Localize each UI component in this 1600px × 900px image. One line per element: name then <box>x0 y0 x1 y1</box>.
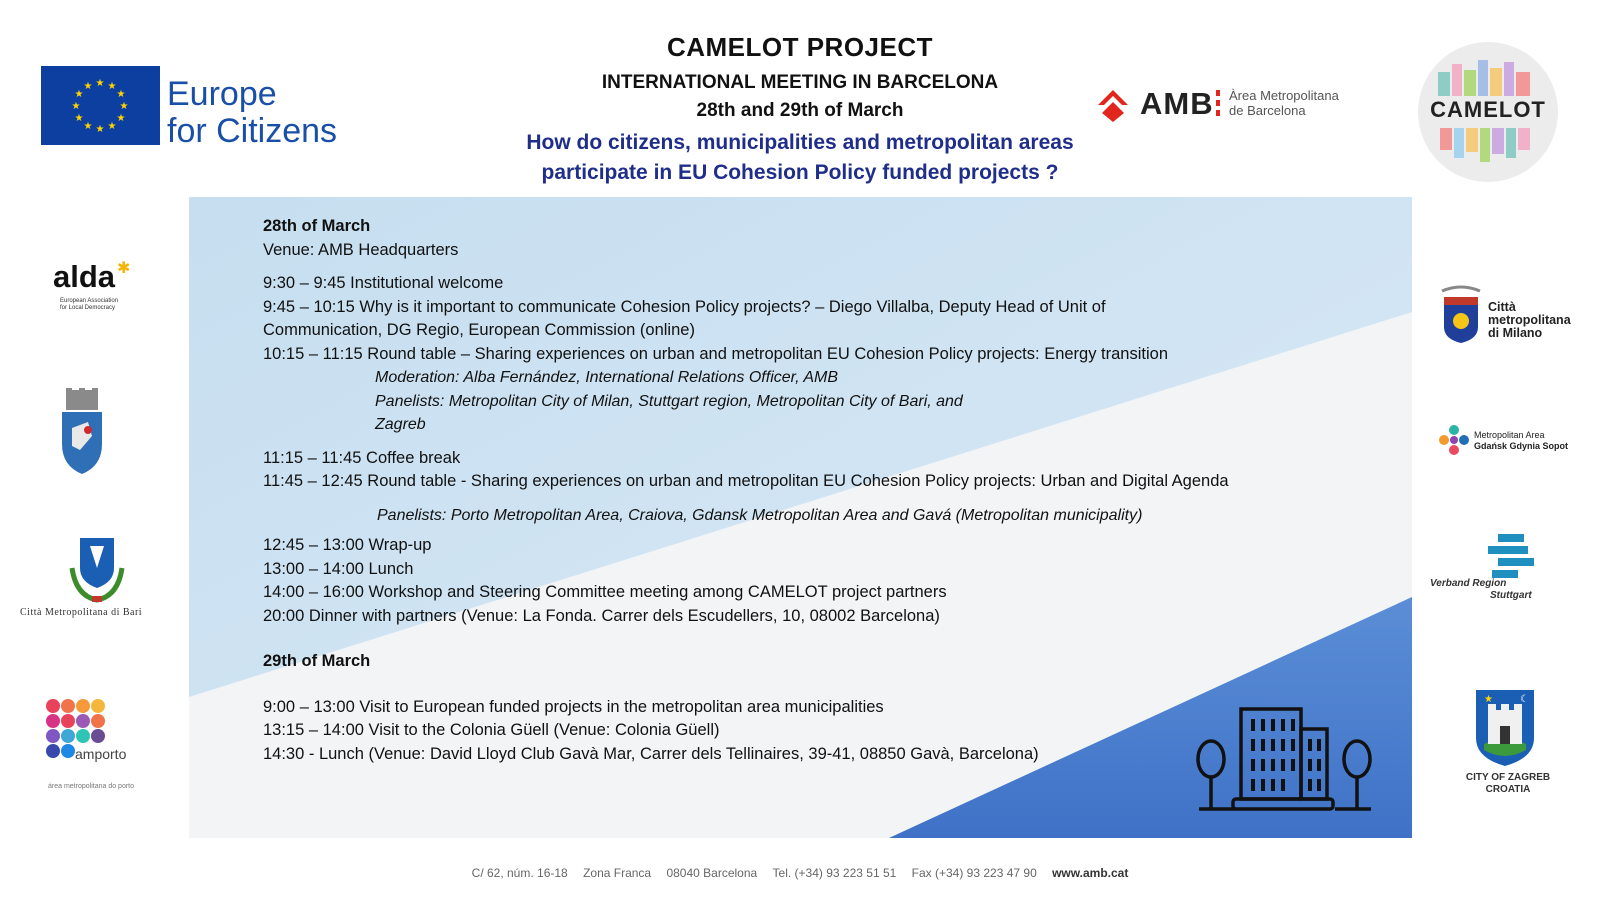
agenda-item: 9:00 – 13:00 Visit to European funded projects in the metropolitan area municipalities <box>263 697 884 716</box>
agenda-item: 9:30 – 9:45 Institutional welcome <box>263 274 504 292</box>
day1-heading: 28th of March <box>263 217 371 235</box>
agenda-item-continued: Communication, DG Regio, European Commission (online) <box>263 321 695 339</box>
footer-tel: Tel. (+34) 93 223 51 51 <box>772 866 897 880</box>
agenda-item: 20:00 Dinner with partners (Venue: La Fonda. Carrer dels Escudellers, 10, 08002 Barcelona) <box>263 606 940 625</box>
eu-flag-logo <box>41 66 160 145</box>
craiova-coat-of-arms-icon <box>58 388 106 474</box>
footer-address: C/ 62, núm. 16-18 <box>471 866 568 880</box>
svg-text:★: ★ <box>74 89 84 100</box>
gdansk-line2: Gdańsk Gdynia Sopot <box>1474 441 1569 451</box>
gdansk-metropolitan-logo-icon <box>1438 424 1470 456</box>
amb-sub-line2: de Barcelona <box>1229 103 1306 118</box>
svg-text:★: ★ <box>74 113 84 124</box>
agenda-item: 9:45 – 10:15 Why is it important to communicate Cohesion Policy projects? – Diego Villalba, Deputy Head of Unit of <box>263 297 1106 316</box>
milano-coat-of-arms-icon <box>1438 285 1484 343</box>
stuttgart-line2: Stuttgart <box>1490 590 1532 601</box>
eu-logo-line2: for Citizens <box>167 112 338 150</box>
svg-text:★: ★ <box>107 81 117 92</box>
agenda-panelists-continued: Zagreb <box>375 416 426 433</box>
agenda-panelists: Panelists: Metropolitan City of Milan, Stuttgart region, Metropolitan City of Bari, and <box>375 392 963 410</box>
question-line-2: participate in EU Cohesion Policy funded projects ? <box>541 161 1059 184</box>
agenda-item: 11:45 – 12:45 Round table - Sharing experiences on urban and metropolitan EU Cohesion Policy projects: Urban and Digital Agenda <box>263 472 1229 490</box>
svg-text:★: ★ <box>1484 694 1493 705</box>
zagreb-line1: CITY OF ZAGREB <box>1465 772 1551 783</box>
gdansk-logo-text <box>1474 430 1568 452</box>
zagreb-line2: CROATIA <box>1485 784 1531 795</box>
camelot-logo-text: CAMELOT <box>1430 97 1546 122</box>
svg-text:★: ★ <box>116 89 126 100</box>
milano-line1: Città <box>1488 300 1516 314</box>
svg-text:★: ★ <box>116 113 126 124</box>
footer-zone: Zona Franca <box>583 866 652 880</box>
agenda-panelists: Panelists: Porto Metropolitan Area, Craiova, Gdansk Metropolitan Area and Gavá (Metropolitan municipality) <box>377 506 1143 524</box>
agenda-item: 14:00 – 16:00 Workshop and Steering Committee meeting among CAMELOT project partners <box>263 583 947 601</box>
agenda-item: 11:15 – 11:45 Coffee break <box>263 448 461 467</box>
svg-text:★: ★ <box>83 81 93 92</box>
milano-line2: metropolitana <box>1488 313 1571 327</box>
amb-logo-icon <box>1096 88 1130 122</box>
agenda-item: 12:45 – 13:00 Wrap-up <box>263 536 432 554</box>
agenda-item: 14:30 - Lunch (Venue: David Lloyd Club Gavà Mar, Carrer dels Tellinaires, 39-41, 08850 Gavà, Barcelona) <box>263 744 1039 763</box>
amb-separator <box>1216 90 1220 116</box>
stuttgart-line1: Verband Region <box>1430 578 1507 589</box>
agenda-item: 13:00 – 14:00 Lunch <box>263 559 414 578</box>
alda-sub-line1: European Association <box>60 298 119 304</box>
amb-sub-line1: Àrea Metropolitana <box>1229 88 1339 103</box>
bari-logo-text: Città Metropolitana di Bari <box>20 607 143 618</box>
stuttgart-logo-text <box>1430 578 1532 602</box>
alda-logo-subtitle <box>60 298 140 312</box>
question-line-1: How do citizens, municipalities and metropolitan areas <box>526 131 1074 154</box>
amb-logo-text: AMB <box>1140 86 1214 121</box>
svg-text:★: ★ <box>119 101 129 112</box>
footer-contact <box>0 866 1600 880</box>
milano-line3: di Milano <box>1488 326 1543 340</box>
amporto-logo-text: amporto <box>75 746 127 762</box>
zagreb-coat-of-arms-icon <box>1474 688 1536 766</box>
agenda-item: 10:15 – 11:15 Round table – Sharing experiences on urban and metropolitan EU Cohesion Policy projects: Energy transition <box>263 344 1169 363</box>
day1-venue: Venue: AMB Headquarters <box>263 240 459 259</box>
svg-text:★: ★ <box>71 101 81 112</box>
agenda-item: 13:15 – 14:00 Visit to the Colonia Güell (Venue: Colonia Güell) <box>263 721 720 739</box>
page-title: CAMELOT PROJECT <box>666 32 934 62</box>
amb-logo-subtitle <box>1229 88 1339 118</box>
milano-logo-text <box>1488 301 1571 340</box>
meeting-dates: 28th and 29th of March <box>696 100 904 121</box>
day2-heading: 29th of March <box>263 652 371 670</box>
amporto-logo-subtitle: área metropolitana do porto <box>48 783 134 790</box>
footer-website-link[interactable]: www.amb.cat <box>1052 866 1129 880</box>
agenda-moderation: Moderation: Alba Fernández, International Relations Officer, AMB <box>375 369 839 386</box>
footer-city: 08040 Barcelona <box>666 866 758 880</box>
alda-logo-text: alda <box>53 259 116 294</box>
agenda <box>263 215 1393 766</box>
svg-text:☾: ☾ <box>1520 694 1529 705</box>
zagreb-logo-text <box>1448 772 1568 796</box>
star-icon: ✱ <box>117 260 131 277</box>
eu-logo-line1: Europe <box>167 75 277 113</box>
page-subtitle: INTERNATIONAL MEETING IN BARCELONA <box>601 72 999 93</box>
svg-text:★: ★ <box>95 78 105 89</box>
svg-text:★: ★ <box>83 121 93 132</box>
eu-logo-text <box>167 76 337 150</box>
bari-coat-of-arms-icon <box>66 538 128 606</box>
stuttgart-region-logo-icon <box>1484 532 1540 578</box>
svg-text:★: ★ <box>95 124 105 135</box>
alda-sub-line2: for Local Democracy <box>60 305 116 311</box>
gdansk-line1: Metropolitan Area <box>1474 430 1545 440</box>
footer-fax: Fax (+34) 93 223 47 90 <box>911 866 1037 880</box>
svg-text:★: ★ <box>107 121 117 132</box>
